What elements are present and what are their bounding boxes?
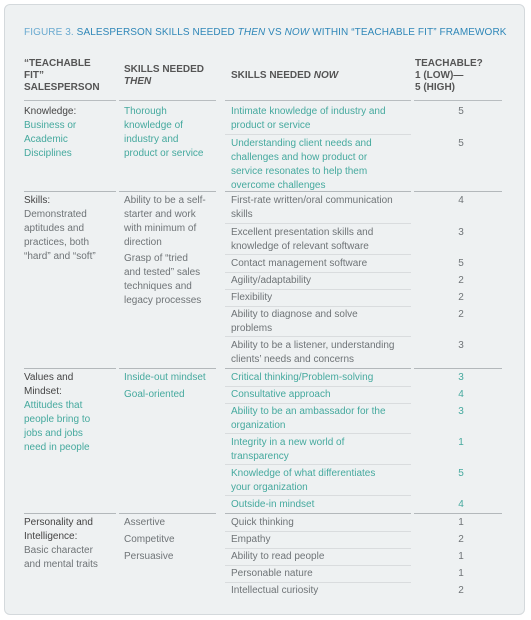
- teachable-score: 3: [458, 406, 464, 417]
- now-skill: [231, 567, 313, 581]
- teachable-score: 5: [458, 106, 464, 117]
- row-divider: [24, 368, 116, 369]
- item-divider: [225, 254, 411, 255]
- now-skill-line: Understanding client needs and: [231, 138, 372, 149]
- then-skill-line: knowledge of: [124, 120, 183, 131]
- then-skill-line: starter and work: [124, 209, 196, 220]
- header-teachable-line3: 5 (HIGH): [415, 82, 455, 93]
- category-title: Values and: [24, 372, 74, 383]
- header-salesperson: [24, 58, 100, 94]
- then-skill-line: product or service: [124, 148, 204, 159]
- item-divider: [225, 582, 411, 583]
- now-skill-line: Consultative approach: [231, 389, 331, 400]
- then-skill: [124, 533, 175, 547]
- now-skill-line: organization: [231, 420, 286, 431]
- now-skill-line: Empathy: [231, 534, 271, 545]
- then-skill-line: Competitve: [124, 534, 175, 545]
- then-skill-line: techniques and: [124, 281, 192, 292]
- row-divider: [414, 513, 502, 514]
- category-desc-line: and mental traits: [24, 559, 98, 570]
- row-divider: [24, 191, 116, 192]
- header-salesperson-line2: FIT”: [24, 70, 44, 81]
- row-divider: [119, 513, 216, 514]
- now-skill: [231, 291, 272, 305]
- now-skill-line: Personable nature: [231, 568, 313, 579]
- row-divider: [24, 513, 116, 514]
- header-teachable: [415, 58, 483, 94]
- then-skill: [124, 252, 201, 308]
- item-divider: [225, 403, 411, 404]
- header-teachable-line1: TEACHABLE?: [415, 58, 483, 69]
- item-divider: [225, 306, 411, 307]
- category-desc-line: practices, both: [24, 237, 90, 248]
- then-skill-line: Inside-out mindset: [124, 372, 206, 383]
- now-skill: [231, 339, 394, 367]
- teachable-score: 5: [458, 258, 464, 269]
- category-values-mindset: [24, 371, 90, 455]
- then-skill-line: Thorough: [124, 106, 167, 117]
- item-divider: [225, 336, 411, 337]
- category-desc-line: Basic character: [24, 545, 93, 556]
- now-skill-line: Ability to diagnose and solve: [231, 309, 358, 320]
- now-skill-line: transparency: [231, 451, 289, 462]
- now-skill-line: your organization: [231, 482, 308, 493]
- header-rule: [24, 100, 116, 101]
- row-divider: [225, 513, 411, 514]
- item-divider: [225, 223, 411, 224]
- teachable-score: 1: [458, 551, 464, 562]
- then-skill: [124, 550, 173, 564]
- now-skill-line: Contact management software: [231, 258, 368, 269]
- now-skill-line: problems: [231, 323, 273, 334]
- then-skill-line: Ability to be a self-: [124, 195, 206, 206]
- item-divider: [225, 548, 411, 549]
- now-skill: [231, 467, 375, 495]
- now-skill: [231, 308, 358, 336]
- category-title: Personality and: [24, 517, 93, 528]
- figure-label: FIGURE 3.: [24, 27, 74, 38]
- title-text: SALESPERSON SKILLS NEEDED: [73, 27, 238, 38]
- teachable-score: 4: [458, 389, 464, 400]
- teachable-score: 3: [458, 372, 464, 383]
- item-divider: [225, 565, 411, 566]
- header-salesperson-line1: “TEACHABLE: [24, 58, 91, 69]
- item-divider: [225, 495, 411, 496]
- teachable-score: 2: [458, 275, 464, 286]
- teachable-score: 2: [458, 585, 464, 596]
- now-skill-line: Excellent presentation skills and: [231, 227, 374, 238]
- header-salesperson-line3: SALESPERSON: [24, 82, 100, 93]
- category-desc-line: Disciplines: [24, 148, 72, 159]
- header-skills-now: [231, 70, 338, 82]
- category-title: Knowledge:: [24, 106, 77, 117]
- category-desc-line: Academic: [24, 134, 68, 145]
- teachable-score: 2: [458, 292, 464, 303]
- then-skill-line: legacy processes: [124, 295, 202, 306]
- category-knowledge: [24, 105, 76, 161]
- now-skill-line: Ability to read people: [231, 551, 325, 562]
- teachable-score: 3: [458, 227, 464, 238]
- item-divider: [225, 464, 411, 465]
- header-rule: [119, 100, 216, 101]
- then-skill-line: Goal-oriented: [124, 389, 185, 400]
- figure-title: [24, 27, 507, 38]
- category-desc-line: “hard” and “soft”: [24, 251, 96, 262]
- now-skill: [231, 436, 344, 464]
- then-skill-line: Grasp of “tried: [124, 253, 188, 264]
- teachable-score: 2: [458, 309, 464, 320]
- row-divider: [225, 368, 411, 369]
- category-desc-line: aptitudes and: [24, 223, 85, 234]
- then-skill: [124, 371, 206, 385]
- row-divider: [225, 191, 411, 192]
- now-skill: [231, 274, 311, 288]
- header-skills-then-line1: SKILLS NEEDED: [124, 64, 205, 75]
- item-divider: [225, 433, 411, 434]
- item-divider: [225, 386, 411, 387]
- now-skill: [231, 226, 373, 254]
- now-skill-line: overcome challenges: [231, 180, 326, 191]
- header-rule: [414, 100, 502, 101]
- teachable-score: 4: [458, 195, 464, 206]
- now-skill: [231, 584, 318, 598]
- header-now-word: NOW: [313, 70, 339, 81]
- now-skill-line: Ability to be an ambassador for the: [231, 406, 386, 417]
- now-skill-line: Integrity in a new world of: [231, 437, 345, 448]
- title-now: NOW: [284, 27, 310, 38]
- now-skill-line: Intellectual curiosity: [231, 585, 319, 596]
- then-skill-line: direction: [124, 237, 162, 248]
- now-skill: [231, 498, 314, 512]
- then-skill-line: and tested” sales: [124, 267, 201, 278]
- teachable-score: 2: [458, 534, 464, 545]
- teachable-score: 5: [458, 468, 464, 479]
- category-title: Skills:: [24, 195, 51, 206]
- item-divider: [225, 134, 411, 135]
- category-desc-line: need in people: [24, 442, 90, 453]
- now-skill-line: Knowledge of what differentiates: [231, 468, 376, 479]
- now-skill: [231, 388, 331, 402]
- title-text-mid: VS: [265, 27, 285, 38]
- item-divider: [225, 272, 411, 273]
- category-skills: [24, 194, 96, 264]
- category-desc-line: jobs and jobs: [24, 428, 83, 439]
- header-skills-now-text: SKILLS NEEDED: [231, 70, 314, 81]
- now-skill-line: Critical thinking/Problem-solving: [231, 372, 374, 383]
- then-skill-line: with minimum of: [124, 223, 197, 234]
- category-personality-intelligence: [24, 516, 98, 572]
- row-divider: [119, 368, 216, 369]
- now-skill-line: First-rate written/oral communication: [231, 195, 393, 206]
- now-skill: [231, 516, 294, 530]
- header-teachable-line2: 1 (LOW)—: [415, 70, 464, 81]
- now-skill-line: product or service: [231, 120, 311, 131]
- now-skill: [231, 257, 367, 271]
- now-skill: [231, 405, 386, 433]
- now-skill-line: Agility/adaptability: [231, 275, 312, 286]
- category-title: Intelligence:: [24, 531, 78, 542]
- teachable-score: 1: [458, 517, 464, 528]
- title-text-post: WITHIN “TEACHABLE FIT” FRAMEWORK: [309, 27, 507, 38]
- item-divider: [225, 289, 411, 290]
- teachable-score: 4: [458, 499, 464, 510]
- now-skill: [231, 550, 324, 564]
- category-title: Mindset:: [24, 386, 62, 397]
- now-skill-line: clients’ needs and concerns: [231, 354, 355, 365]
- now-skill-line: Quick thinking: [231, 517, 294, 528]
- then-skill: [124, 194, 206, 250]
- teachable-score: 3: [458, 340, 464, 351]
- now-skill-line: service resonates to help them: [231, 166, 368, 177]
- row-divider: [414, 368, 502, 369]
- then-skill: [124, 516, 165, 530]
- now-skill-line: Ability to be a listener, understanding: [231, 340, 395, 351]
- then-skill: [124, 388, 185, 402]
- item-divider: [225, 531, 411, 532]
- teachable-score: 1: [458, 437, 464, 448]
- now-skill: [231, 137, 372, 193]
- category-desc-line: people bring to: [24, 414, 91, 425]
- now-skill-line: Flexibility: [231, 292, 273, 303]
- teachable-score: 5: [458, 138, 464, 149]
- then-skill-line: Assertive: [124, 517, 166, 528]
- header-skills-then: [124, 64, 204, 88]
- teachable-score: 1: [458, 568, 464, 579]
- row-divider: [414, 191, 502, 192]
- now-skill: [231, 371, 373, 385]
- now-skill-line: knowledge of relevant software: [231, 241, 369, 252]
- now-skill-line: skills: [231, 209, 253, 220]
- then-skill: [124, 105, 203, 161]
- now-skill: [231, 194, 393, 222]
- now-skill-line: challenges and how product or: [231, 152, 368, 163]
- now-skill-line: Intimate knowledge of industry and: [231, 106, 386, 117]
- now-skill-line: Outside-in mindset: [231, 499, 315, 510]
- now-skill: [231, 533, 270, 547]
- title-then: THEN: [237, 27, 266, 38]
- category-desc-line: Attitudes that: [24, 400, 83, 411]
- row-divider: [119, 191, 216, 192]
- then-skill-line: industry and: [124, 134, 179, 145]
- now-skill: [231, 105, 386, 133]
- category-desc-line: Business or: [24, 120, 77, 131]
- header-rule: [225, 100, 411, 101]
- category-desc-line: Demonstrated: [24, 209, 87, 220]
- then-skill-line: Persuasive: [124, 551, 174, 562]
- header-then-word: THEN: [124, 76, 152, 87]
